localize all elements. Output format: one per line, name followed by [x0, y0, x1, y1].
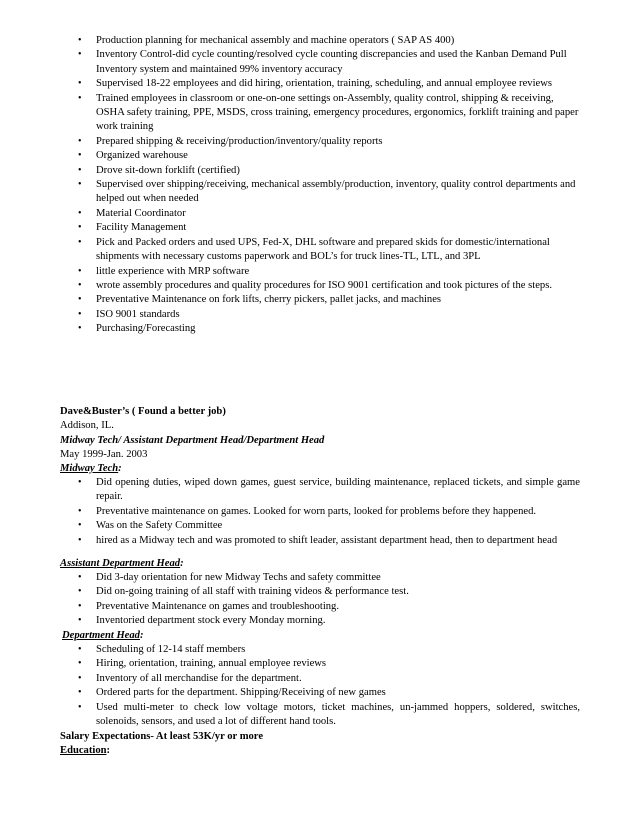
bullet-icon: • [78, 222, 82, 234]
list-item: • Trained employees in classroom or one-on-one settings on-Assembly, quality control, shipping & receiving, OSHA safety training, PPE, MSDS, cross training, emergency procedures, ergonomics, forklift training and paper work training [78, 92, 579, 133]
list-item: • Did opening duties, wiped down games, guest service, building maintenance, replaced tickets, and simple game repair. [78, 477, 580, 503]
list-item: • Inventoried department stock every Monday morning. [0, 614, 638, 628]
bullet-icon: • [78, 572, 82, 583]
bullet-icon: • [78, 35, 82, 46]
bullet-icon: • [78, 701, 82, 713]
list-item: • Preventative Maintenance on fork lifts, cherry pickers, pallet jacks, and machines [0, 293, 638, 307]
list-item: • Production planning for mechanical assembly and machine operators ( SAP AS 400) [0, 34, 638, 48]
department-head-list [0, 643, 638, 729]
list-item: • Organized warehouse [0, 149, 638, 163]
list-item: • Was on the Safety Committee [0, 519, 638, 533]
bullet-icon: • [78, 308, 82, 320]
list-item: • Pick and Packed orders and used UPS, Fed-X, DHL software and prepared skids for domestic/international shipments with necessary customs paperwork and BOL’s for truck lines-TL, LTL, and 3PL [78, 236, 550, 263]
list-item: • Facility Management [0, 221, 638, 235]
list-item: • wrote assembly procedures and quality procedures for ISO 9001 certification and took pictures of the steps. [0, 279, 638, 293]
list-item: • Material Coordinator [0, 207, 638, 221]
bullet-icon: • [78, 323, 82, 335]
list-item: • Hiring, orientation, training, annual employee reviews [0, 657, 638, 671]
education-heading: Education: [60, 745, 111, 756]
bullet-icon: • [78, 92, 82, 104]
employer-location: Addison, IL. [60, 420, 114, 431]
bullet-icon: • [78, 279, 82, 291]
list-item: • Did on-going training of all staff with training videos & performance test. [0, 585, 638, 599]
salary-expectations: Salary Expectations- At least 53K/yr or more [60, 731, 264, 742]
assistant-head-heading: Assistant Department Head: [60, 558, 184, 569]
assistant-head-list [0, 571, 638, 629]
bullet-icon: • [78, 179, 82, 191]
bullet-icon: • [78, 672, 82, 684]
list-item: • Inventory of all merchandise for the department. [0, 672, 638, 686]
bullet-icon: • [78, 265, 82, 277]
position-title: Midway Tech/ Assistant Department Head/Department Head [60, 435, 325, 446]
list-item: • Supervised 18-22 employees and did hiring, orientation, training, scheduling, and annual employee reviews [0, 77, 638, 91]
list-item: • Ordered parts for the department. Shipping/Receiving of new games [0, 686, 638, 700]
list-item: • Preventative maintenance on games. Looked for worn parts, looked for problems before they happened. [0, 505, 638, 519]
bullet-icon: • [78, 600, 82, 612]
bullet-icon: • [78, 236, 82, 248]
bullet-icon: • [78, 658, 82, 670]
bullet-icon: • [78, 615, 82, 627]
list-item: • little experience with MRP software [0, 265, 638, 279]
list-item: • Preventative Maintenance on games and troubleshooting. [0, 600, 638, 614]
bullet-icon: • [78, 644, 82, 655]
bullet-icon: • [78, 294, 82, 306]
list-item: • Did 3-day orientation for new Midway Techs and safety committee [0, 571, 638, 585]
midway-tech-heading: Midway Tech: [60, 463, 122, 474]
bullet-icon: • [78, 505, 82, 517]
bullet-icon: • [78, 49, 82, 61]
bullet-icon: • [78, 687, 82, 699]
bullet-icon: • [78, 135, 82, 147]
bullet-icon: • [78, 78, 82, 90]
employment-dates: May 1999-Jan. 2003 [60, 449, 148, 460]
list-item: • Scheduling of 12-14 staff members [0, 643, 638, 657]
list-item: • Prepared shipping & receiving/production/inventory/quality reports [0, 135, 638, 149]
list-item: • Drove sit-down forklift (certified) [0, 164, 638, 178]
bullet-icon: • [78, 164, 82, 176]
bullet-icon: • [78, 534, 82, 546]
list-item: • hired as a Midway tech and was promoted to shift leader, assistant department head, then to department head [0, 534, 638, 548]
midway-tech-list [0, 476, 638, 548]
bullet-icon: • [78, 586, 82, 598]
list-item: • Inventory Control-did cycle counting/resolved cycle counting discrepancies and used the Kanban Demand Pull Inventory system and maintained 99% inventory accuracy [78, 49, 567, 75]
list-item: • ISO 9001 standards [0, 308, 638, 322]
list-item: • Used multi-meter to check low voltage motors, ticket machines, un-jammed hoppers, soldered, switches, solenoids, sensors, and used a lot of different hand tools. [78, 701, 580, 728]
top-bullet-list [0, 34, 638, 337]
bullet-icon: • [78, 520, 82, 532]
department-head-heading: Department Head: [62, 630, 144, 641]
bullet-icon: • [78, 150, 82, 162]
bullet-icon: • [78, 477, 82, 488]
bullet-icon: • [78, 207, 82, 219]
list-item: • Purchasing/Forecasting [0, 322, 638, 336]
list-item: • Supervised over shipping/receiving, mechanical assembly/production, inventory, quality control departments and helped out when needed [78, 179, 576, 205]
employer-heading: Dave&Buster’s ( Found a better job) [60, 406, 226, 417]
